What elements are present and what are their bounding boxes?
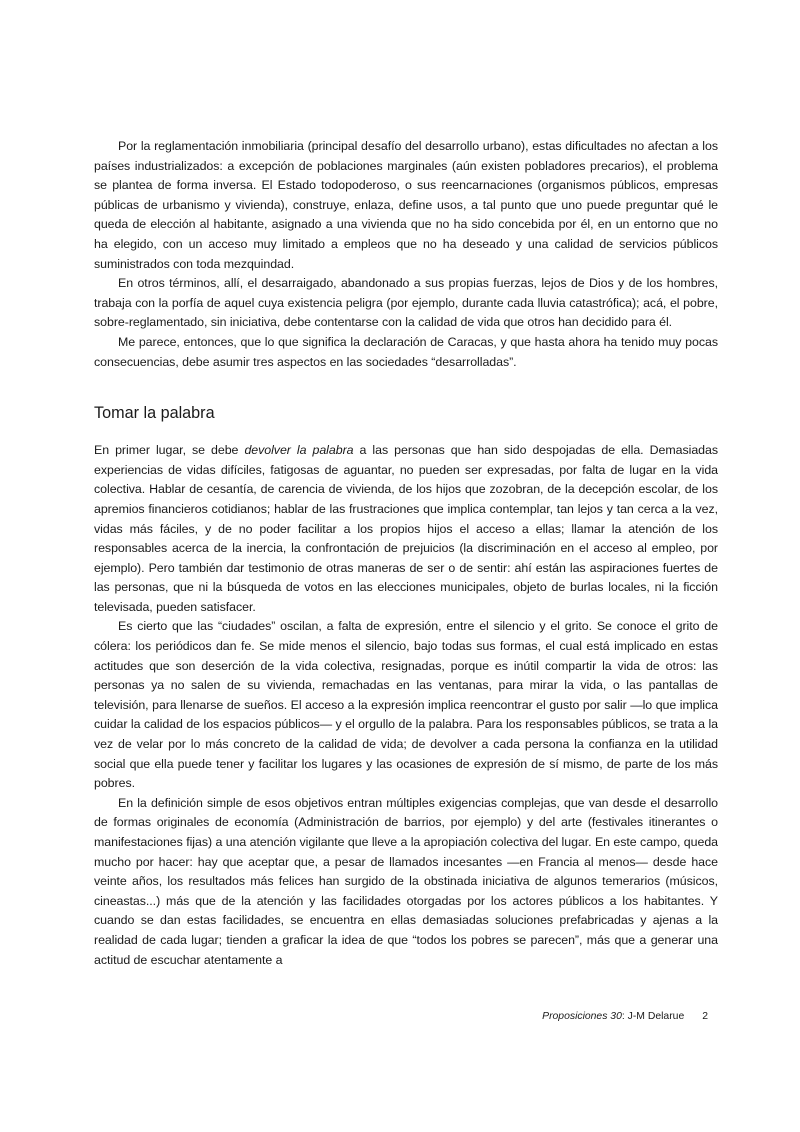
intro-paragraph-2: En otros términos, allí, el desarraigado, abandonado a sus propias fuerzas, lejos de Dios y de los hombres, trabaja con la porfía de aquel cuya existencia peligra (por ejemplo, durante cada lluvia catastrófica); acá, el pobre, sobre-reglamentado, sin iniciativa, debe contentarse con la calidad de vida que otros han decidido para él. [94,276,718,330]
section-paragraph-1 [94,441,718,617]
intro-paragraph-1: Por la reglamentación inmobiliaria (principal desafío del desarrollo urbano), estas dificultades no afectan a los países industrializados: a excepción de poblaciones marginales (aún existen pobladores precarios), el problema se plantea de forma inversa. El Estado todopoderoso, o sus reencarnaciones (organismos públicos, empresas públicas de urbanismo y vivienda), construye, enlaza, define usos, a tal punto que uno puede preguntar qué le queda de elección al habitante, asignado a una vivienda que no ha sido concebida por él, en un entorno que no ha elegido, con un acceso muy limitado a empleos que no ha deseado y una calidad de servicios públicos suministrados con toda mezquindad. [94,139,718,271]
section-paragraph-2: Es cierto que las “ciudades” oscilan, a falta de expresión, entre el silencio y el grito. Se conoce el grito de cólera: los periódicos dan fe. Se mide menos el silencio, bajo todas sus formas, el cual está implicado en estas actitudes que son deserción de la vida colectiva, resignadas, porque es inútil compartir la vida de otros: las personas ya no salen de su vivienda, remachadas en las ventanas, para mirar la vida, o las pantallas de televisión, para llenarse de sueños. El acceso a la expresión implica reencontrar el gusto por salir —lo que implica cuidar la calidad de los espacios públicos— y el orgullo de la palabra. Para los responsables públicos, se trata a la vez de velar por lo más concreto de la calidad de vida; de devolver a cada persona la confianza en la utilidad social que ella puede tener y facilitar los lugares y las ocasiones de expresión de sí mismo, de parte de los más pobres. [94,619,718,791]
intro-paragraph-3: Me parece, entonces, que lo que significa la declaración de Caracas, y que hasta ahora ha tenido muy pocas consecuencias, debe asumir tres aspectos en las sociedades “desarrolladas”. [94,334,718,369]
section-paragraph-1-rest: a las personas que han sido despojadas de ella. Demasiadas experiencias de vidas difíciles, fatigosas de aguantar, no pueden ser expresadas, por falta de lugar en la vida colectiva. Hablar de cesantía, de carencia de vivienda, de los hijos que zozobran, de la decepción escolar, de los apremios financieros cotidianos; hablar de las frustraciones que implica contemplar, tan lejos y tan cerca a la vez, vidas más fáciles, y de no poder facilitar a los propios hijos el acceso a ellas; llamar la atención de los responsables acerca de la inercia, la confrontación de prejuicios (la discriminación en el acceso al empleo, por ejemplo). Pero también dar testimonio de otras maneras de ser o de sentir: ahí están las aspiraciones fuertes de las personas, que ni la búsqueda de votos en las elecciones municipales, objeto de burlas locales, ni la ficción televisada, pueden satisfacer. [94,443,718,614]
section-paragraph-3: En la definición simple de esos objetivos entran múltiples exigencias complejas, que van desde el desarrollo de formas originales de economía (Administración de barrios, por ejemplo) y del arte (festivales itinerantes o manifestaciones fijas) a una atención vigilante que lleve a la apropiación colectiva del lugar. En este campo, queda mucho por hacer: hay que aceptar que, a pesar de llamados incesantes —en Francia al menos— desde hace veinte años, los resultados más felices han surgido de la obstinada iniciativa de algunos temerarios (músicos, cineastas...) más que de la atención y las facilidades otorgadas por los actores públicos a los habitantes. Y cuando se dan estas facilidades, se encuentra en ellas demasiadas soluciones prefabricadas y ajenas a la realidad de cada lugar; tienden a graficar la idea de que “todos los pobres se parecen”, más que a generar una actitud de escuchar atentamente a [94,795,718,967]
section-heading: Tomar la palabra [94,404,215,423]
footer-author: : J-M Delarue [621,1011,685,1022]
page-footer [542,1010,708,1024]
page-content [94,137,718,970]
section-paragraph-1-start: En primer lugar, se debe [94,443,245,458]
page-number: 2 [702,1011,708,1022]
emphasis-text: devolver la palabra [244,443,354,458]
footer-publication-title: Proposiciones 30 [542,1011,622,1022]
